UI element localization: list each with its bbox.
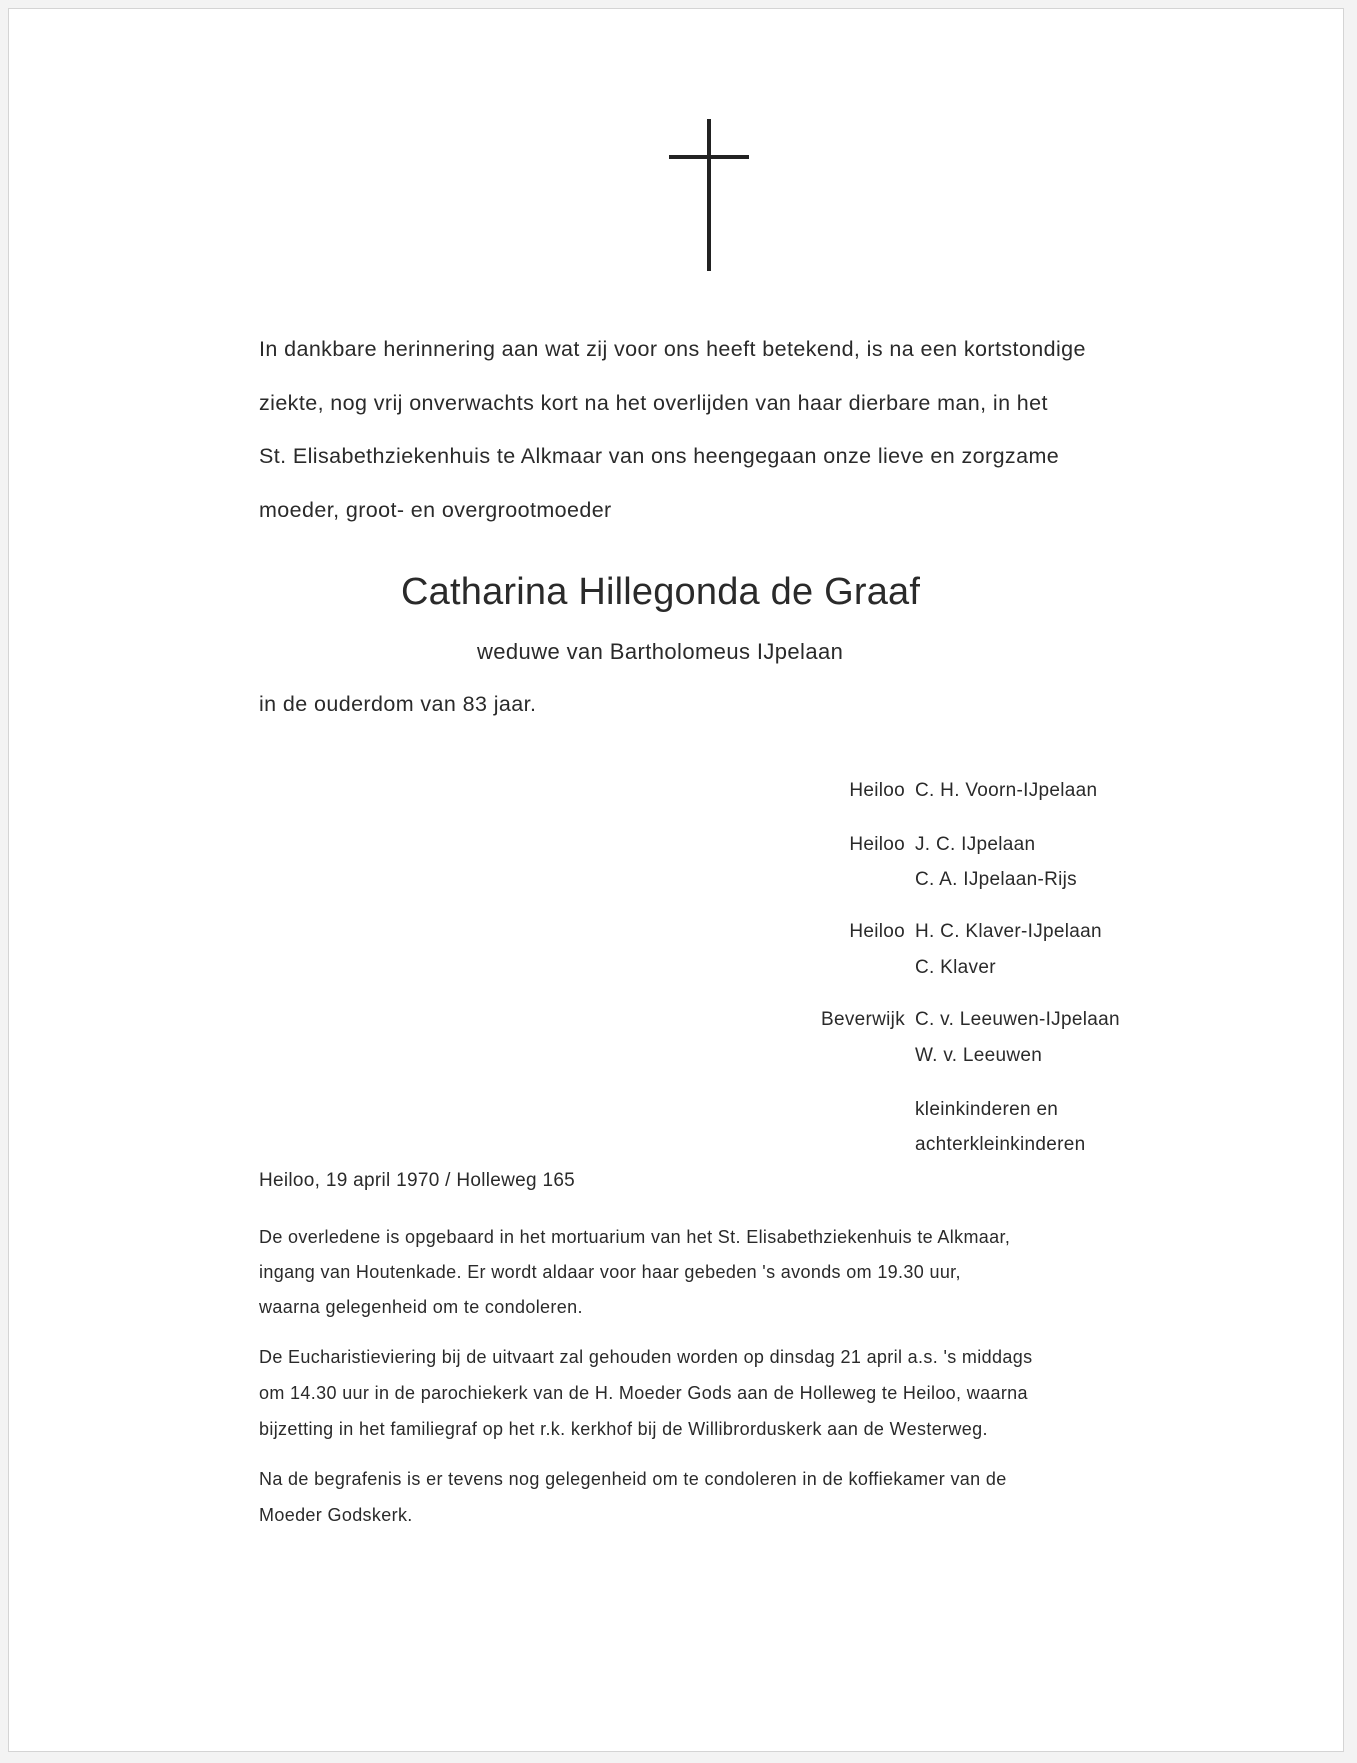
cross-icon xyxy=(669,119,749,271)
family-member: C. Klaver xyxy=(915,957,996,978)
paragraph-line: om 14.30 uur in de parochiekerk van de H. Moeder Gods aan de Holleweg te Heiloo, waarna xyxy=(259,1383,1028,1403)
paragraph-line: bijzetting in het familiegraf op het r.k. kerkhof bij de Willibrorduskerk aan de Westerweg. xyxy=(259,1419,988,1439)
intro-line: moeder, groot- en overgrootmoeder xyxy=(259,498,612,522)
family-member: achterkleinkinderen xyxy=(915,1134,1086,1155)
family-place: Heiloo xyxy=(849,921,905,942)
paragraph-line: De Eucharistieviering bij de uitvaart zal gehouden worden op dinsdag 21 april a.s. 's middags xyxy=(259,1347,1033,1367)
family-member: C. A. IJpelaan-Rijs xyxy=(915,869,1077,890)
intro-line: St. Elisabethziekenhuis te Alkmaar van ons heengegaan onze lieve en zorgzame xyxy=(259,444,1060,468)
family-member: H. C. Klaver-IJpelaan xyxy=(915,921,1102,942)
family-member: W. v. Leeuwen xyxy=(915,1045,1043,1066)
paragraph-line: waarna gelegenheid om te condoleren. xyxy=(259,1297,583,1317)
family-place: Heiloo xyxy=(849,780,905,801)
paragraph-line: De overledene is opgebaard in het mortuarium van het St. Elisabethziekenhuis te Alkmaar, xyxy=(259,1227,1011,1247)
family-member: kleinkinderen en xyxy=(915,1099,1059,1120)
memorial-card xyxy=(8,8,1344,1752)
age-line: in de ouderdom van 83 jaar. xyxy=(259,692,537,716)
date-address: Heiloo, 19 april 1970 / Holleweg 165 xyxy=(259,1170,576,1191)
paragraph-line: ingang van Houtenkade. Er wordt aldaar voor haar gebeden 's avonds om 19.30 uur, xyxy=(259,1262,961,1282)
family-member: J. C. IJpelaan xyxy=(915,834,1036,855)
paragraph-line: Na de begrafenis is er tevens nog gelegenheid om te condoleren in de koffiekamer van de xyxy=(259,1469,1007,1489)
family-place: Heiloo xyxy=(849,834,905,855)
family-member: C. v. Leeuwen-IJpelaan xyxy=(915,1009,1120,1030)
intro-line: ziekte, nog vrij onverwachts kort na het overlijden van haar dierbare man, in het xyxy=(259,391,1048,415)
deceased-name: Catharina Hillegonda de Graaf xyxy=(401,571,921,613)
widow-of: weduwe van Bartholomeus IJpelaan xyxy=(477,639,844,664)
intro-line: In dankbare herinnering aan wat zij voor ons heeft betekend, is na een kortstondige xyxy=(259,337,1086,361)
family-member: C. H. Voorn-IJpelaan xyxy=(915,780,1098,801)
paragraph-line: Moeder Godskerk. xyxy=(259,1505,413,1525)
family-place: Beverwijk xyxy=(821,1009,905,1030)
